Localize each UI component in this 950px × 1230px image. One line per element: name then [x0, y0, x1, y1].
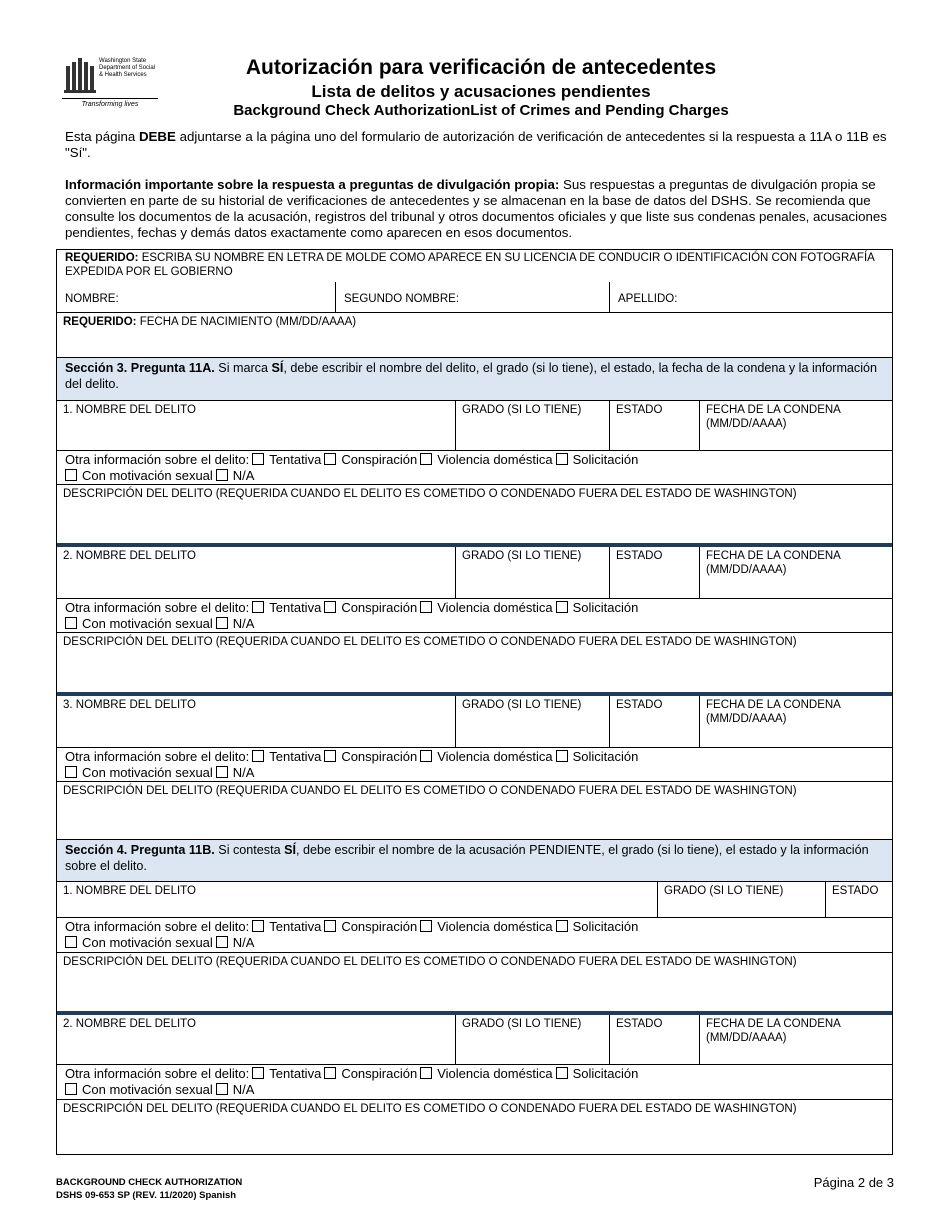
s4-crime-2-state-label: ESTADO: [616, 1018, 663, 1030]
sexual-motivation-label: Con motivación sexual: [82, 616, 213, 631]
s3-crime-3-date-label: FECHA DE LA CONDENA (MM/DD/AAAA): [706, 699, 841, 725]
s4-crime-1-grade-label: GRADO (SI LO TIENE): [664, 885, 784, 897]
attempt-label: Tentativa: [269, 1066, 322, 1081]
na-checkbox[interactable]: [216, 766, 228, 778]
section-3-pre: Si marca: [214, 361, 272, 375]
s3-crime-2-description-field[interactable]: [57, 633, 892, 692]
na-checkbox[interactable]: [216, 469, 228, 481]
description-label: DESCRIPCIÓN DEL DELITO (REQUERIDA CUANDO EL DELITO ES COMETIDO O CONDENADO FUERA DEL ESTADO DE WASHINGTON): [63, 785, 797, 797]
s3-crime-3-grade-field[interactable]: [455, 696, 609, 747]
na-checkbox[interactable]: [216, 936, 228, 948]
s4-crime-2-other-row: [57, 1065, 892, 1100]
s3-crime-3-row: [57, 696, 892, 748]
s3-crime-1-date-field[interactable]: [699, 401, 892, 450]
page-subtitle: Lista de delitos y acusaciones pendientes: [311, 82, 651, 101]
na-label: N/A: [232, 765, 255, 780]
s4-crime-1-name-label: 1. NOMBRE DEL DELITO: [63, 885, 196, 897]
sexual-motivation-checkbox[interactable]: [65, 766, 77, 778]
first-name-field[interactable]: [57, 282, 335, 312]
attempt-checkbox[interactable]: [252, 750, 264, 762]
s4-crime-2-date-field[interactable]: [699, 1015, 892, 1064]
middle-name-label: SEGUNDO NOMBRE:: [344, 293, 460, 305]
s4-crime-1-other-row: [57, 918, 892, 953]
sexual-motivation-checkbox[interactable]: [65, 617, 77, 629]
domestic-violence-label: Violencia doméstica: [437, 600, 553, 615]
s3-crime-1-row: [57, 401, 892, 451]
solicitation-checkbox[interactable]: [556, 601, 568, 613]
s4-crime-2-other-info: [57, 1065, 892, 1099]
section-4-bold: Sección 4. Pregunta 11B.: [65, 843, 215, 857]
section-3-header: [57, 358, 892, 401]
domestic-violence-checkbox[interactable]: [420, 920, 432, 932]
solicitation-label: Solicitación: [572, 600, 639, 615]
s4-crime-1-other-info: [57, 918, 892, 952]
na-label: N/A: [232, 935, 255, 950]
s4-crime-1-row: [57, 882, 892, 918]
na-checkbox[interactable]: [216, 1083, 228, 1095]
s4-crime-1-state-label: ESTADO: [832, 885, 879, 897]
section-4-text: [57, 840, 892, 881]
solicitation-checkbox[interactable]: [556, 750, 568, 762]
s4-crime-1-grade-field[interactable]: [657, 882, 825, 917]
last-name-field[interactable]: [609, 282, 892, 312]
s3-crime-2-date-label: FECHA DE LA CONDENA (MM/DD/AAAA): [706, 550, 841, 576]
s4-crime-2-grade-field[interactable]: [455, 1015, 609, 1064]
domestic-violence-label: Violencia doméstica: [437, 452, 553, 467]
s3-crime-1-other-info: [57, 451, 892, 484]
s4-crime-2-row: [57, 1015, 892, 1065]
solicitation-label: Solicitación: [572, 452, 639, 467]
s4-crime-2-date-label: FECHA DE LA CONDENA (MM/DD/AAAA): [706, 1018, 841, 1044]
s3-crime-1-grade-label: GRADO (SI LO TIENE): [462, 404, 582, 416]
other-info-label: Otra información sobre el delito:: [65, 1066, 250, 1081]
description-label: DESCRIPCIÓN DEL DELITO (REQUERIDA CUANDO EL DELITO ES COMETIDO O CONDENADO FUERA DEL ESTADO DE WASHINGTON): [63, 956, 797, 968]
name-instructions-text: ESCRIBA SU NOMBRE EN LETRA DE MOLDE COMO APARECE EN SU LICENCIA DE CONDUCIR O IDENTIFICACIÓN CON FOTOGRAFÍA EXPEDIDA POR EL GOBIERNO: [65, 252, 875, 278]
solicitation-label: Solicitación: [572, 749, 639, 764]
conspiracy-checkbox[interactable]: [324, 750, 336, 762]
name-row: [57, 282, 892, 313]
description-label: DESCRIPCIÓN DEL DELITO (REQUERIDA CUANDO EL DELITO ES COMETIDO O CONDENADO FUERA DEL ESTADO DE WASHINGTON): [63, 1103, 797, 1115]
s3-crime-2-description-row: [57, 633, 892, 696]
s3-crime-1-other-row: [57, 451, 892, 485]
attempt-label: Tentativa: [269, 452, 322, 467]
s3-crime-1-state-label: ESTADO: [616, 404, 663, 416]
s3-crime-2-name-label: 2. NOMBRE DEL DELITO: [63, 550, 196, 562]
footer-form-name: BACKGROUND CHECK AUTHORIZATION: [56, 1177, 243, 1188]
na-label: N/A: [232, 468, 255, 483]
domestic-violence-label: Violencia doméstica: [437, 749, 553, 764]
sexual-motivation-label: Con motivación sexual: [82, 765, 213, 780]
s4-crime-1-description-field[interactable]: [57, 953, 892, 1011]
s3-crime-1-grade-field[interactable]: [455, 401, 609, 450]
domestic-violence-checkbox[interactable]: [420, 750, 432, 762]
conspiracy-label: Conspiración: [341, 1066, 418, 1081]
section-3-text: [57, 358, 892, 400]
conspiracy-label: Conspiración: [341, 749, 418, 764]
intro-p2-bold: Información importante sobre la respuesta a preguntas de divulgación propia:: [65, 177, 560, 192]
section-3-si: SÍ: [271, 361, 284, 375]
dob-label: FECHA DE NACIMIENTO (MM/DD/AAAA): [139, 316, 357, 328]
section-4-pre: Si contesta: [214, 843, 285, 857]
solicitation-checkbox[interactable]: [556, 920, 568, 932]
conspiracy-checkbox[interactable]: [324, 1067, 336, 1079]
solicitation-checkbox[interactable]: [556, 1067, 568, 1079]
other-info-label: Otra información sobre el delito:: [65, 919, 250, 934]
s4-crime-2-description-row: [57, 1100, 892, 1154]
conspiracy-checkbox[interactable]: [324, 920, 336, 932]
page-number: Página 2 de 3: [813, 1175, 894, 1190]
attempt-checkbox[interactable]: [252, 601, 264, 613]
intro-p1-post: adjuntarse a la página uno del formulario de autorización de verificación de antecedentes si la respuesta a 11A o 11B es "Sí".: [65, 129, 887, 160]
logo-tagline: Transforming lives: [62, 98, 158, 108]
s3-crime-2-row: [57, 547, 892, 599]
s4-crime-2-description-field[interactable]: [57, 1100, 892, 1154]
form-table: [56, 249, 893, 1155]
attempt-checkbox[interactable]: [252, 453, 264, 465]
other-info-label: Otra información sobre el delito:: [65, 452, 250, 467]
s3-crime-3-description-row: [57, 782, 892, 840]
attempt-label: Tentativa: [269, 749, 322, 764]
na-checkbox[interactable]: [216, 617, 228, 629]
attempt-label: Tentativa: [269, 600, 322, 615]
domestic-violence-checkbox[interactable]: [420, 1067, 432, 1079]
solicitation-label: Solicitación: [572, 1066, 639, 1081]
attempt-checkbox[interactable]: [252, 1067, 264, 1079]
s4-crime-1-name-field[interactable]: [57, 882, 657, 917]
sexual-motivation-checkbox[interactable]: [65, 469, 77, 481]
logo-line-1: Washington State: [99, 58, 147, 64]
na-label: N/A: [232, 1082, 255, 1097]
intro-paragraph-2: [65, 177, 895, 241]
sexual-motivation-checkbox[interactable]: [65, 936, 77, 948]
conspiracy-label: Conspiración: [341, 452, 418, 467]
required-label: REQUERIDO:: [65, 252, 139, 264]
s3-crime-3-other-info: [57, 748, 892, 781]
section-4-si: SÍ: [284, 843, 297, 857]
s3-crime-1-description-row: [57, 485, 892, 547]
middle-name-field[interactable]: [335, 282, 609, 312]
s3-crime-2-name-field[interactable]: [57, 547, 455, 598]
sexual-motivation-checkbox[interactable]: [65, 1083, 77, 1095]
dob-required-label: REQUERIDO:: [63, 316, 137, 328]
s3-crime-3-name-label: 3. NOMBRE DEL DELITO: [63, 699, 196, 711]
footer-form-info: [56, 1176, 242, 1202]
s3-crime-2-other-row: [57, 599, 892, 633]
footer-form-number: DSHS 09-653 SP (REV. 11/2020) Spanish: [56, 1190, 237, 1201]
section-4-header: [57, 840, 892, 882]
s3-crime-3-grade-label: GRADO (SI LO TIENE): [462, 699, 582, 711]
s4-crime-1-description-row: [57, 953, 892, 1015]
conspiracy-label: Conspiración: [341, 600, 418, 615]
domestic-violence-label: Violencia doméstica: [437, 919, 553, 934]
s3-crime-2-grade-label: GRADO (SI LO TIENE): [462, 550, 582, 562]
intro-p2-text: Sus respuestas a preguntas de divulgación propia se convierten en parte de su historial de verificaciones de antecedentes y se almacenan en la base de datos del DSHS. Se recomienda que consulte los documentos de la acusación, registros del tribunal y otros documentos oficiales y que liste sus condenas penales, acusaciones pendientes, fechas y demás datos exactamente como aparecen en esos documentos.: [65, 177, 887, 240]
section-3-bold: Sección 3. Pregunta 11A.: [65, 361, 215, 375]
page-title: Autorización para verificación de antecedentes: [245, 56, 717, 79]
s3-crime-1-state-field[interactable]: [609, 401, 699, 450]
s3-crime-1-name-label: 1. NOMBRE DEL DELITO: [63, 404, 196, 416]
dob-field[interactable]: [57, 313, 892, 357]
s3-crime-1-name-field[interactable]: [57, 401, 455, 450]
domestic-violence-checkbox[interactable]: [420, 601, 432, 613]
conspiracy-checkbox[interactable]: [324, 601, 336, 613]
s4-crime-1-state-field[interactable]: [825, 882, 892, 917]
domestic-violence-label: Violencia doméstica: [437, 1066, 553, 1081]
s3-crime-3-state-label: ESTADO: [616, 699, 663, 711]
s4-crime-2-name-label: 2. NOMBRE DEL DELITO: [63, 1018, 196, 1030]
sexual-motivation-label: Con motivación sexual: [82, 468, 213, 483]
page-subtitle-english: Background Check AuthorizationList of Crimes and Pending Charges: [233, 102, 729, 119]
other-info-label: Otra información sobre el delito:: [65, 600, 250, 615]
s4-crime-2-name-field[interactable]: [57, 1015, 455, 1064]
s3-crime-3-date-field[interactable]: [699, 696, 892, 747]
conspiracy-label: Conspiración: [341, 919, 418, 934]
s3-crime-1-date-label: FECHA DE LA CONDENA (MM/DD/AAAA): [706, 404, 841, 430]
name-instructions: [57, 250, 892, 282]
s4-crime-2-grade-label: GRADO (SI LO TIENE): [462, 1018, 582, 1030]
description-label: DESCRIPCIÓN DEL DELITO (REQUERIDA CUANDO EL DELITO ES COMETIDO O CONDENADO FUERA DEL ESTADO DE WASHINGTON): [63, 488, 797, 500]
first-name-label: NOMBRE:: [65, 293, 119, 305]
dob-row: [57, 313, 892, 358]
section-4-post: , debe escribir el nombre de la acusación PENDIENTE, el grado (si lo tiene), el estado y la información sobre el delito.: [65, 843, 869, 873]
s4-crime-2-state-field[interactable]: [609, 1015, 699, 1064]
other-info-label: Otra información sobre el delito:: [65, 749, 250, 764]
intro-p1-bold: DEBE: [138, 129, 176, 144]
sexual-motivation-label: Con motivación sexual: [82, 1082, 213, 1097]
name-instructions-row: [57, 250, 892, 282]
domestic-violence-checkbox[interactable]: [420, 453, 432, 465]
s3-crime-2-state-label: ESTADO: [616, 550, 663, 562]
intro-paragraph-1: [65, 129, 895, 161]
s3-crime-1-description-field[interactable]: [57, 485, 892, 543]
last-name-label: APELLIDO:: [618, 293, 678, 305]
s3-crime-2-date-field[interactable]: [699, 547, 892, 598]
description-label: DESCRIPCIÓN DEL DELITO (REQUERIDA CUANDO EL DELITO ES COMETIDO O CONDENADO FUERA DEL ESTADO DE WASHINGTON): [63, 636, 797, 648]
s3-crime-2-grade-field[interactable]: [455, 547, 609, 598]
s3-crime-3-state-field[interactable]: [609, 696, 699, 747]
s3-crime-3-other-row: [57, 748, 892, 782]
na-label: N/A: [232, 616, 255, 631]
conspiracy-checkbox[interactable]: [324, 453, 336, 465]
logo-line-2: Department of Social: [99, 65, 156, 71]
s3-crime-2-other-info: [57, 599, 892, 632]
attempt-checkbox[interactable]: [252, 920, 264, 932]
logo-line-3: & Health Services: [99, 72, 147, 78]
s3-crime-3-name-field[interactable]: [57, 696, 455, 747]
s3-crime-2-state-field[interactable]: [609, 547, 699, 598]
sexual-motivation-label: Con motivación sexual: [82, 935, 213, 950]
s3-crime-3-description-field[interactable]: [57, 782, 892, 839]
intro-p1-pre: Esta página: [65, 129, 139, 144]
solicitation-checkbox[interactable]: [556, 453, 568, 465]
section-3-post: , debe escribir el nombre del delito, el grado (si lo tiene), el estado, la fecha de la condena y la información del delito.: [65, 361, 878, 391]
attempt-label: Tentativa: [269, 919, 322, 934]
solicitation-label: Solicitación: [572, 919, 639, 934]
